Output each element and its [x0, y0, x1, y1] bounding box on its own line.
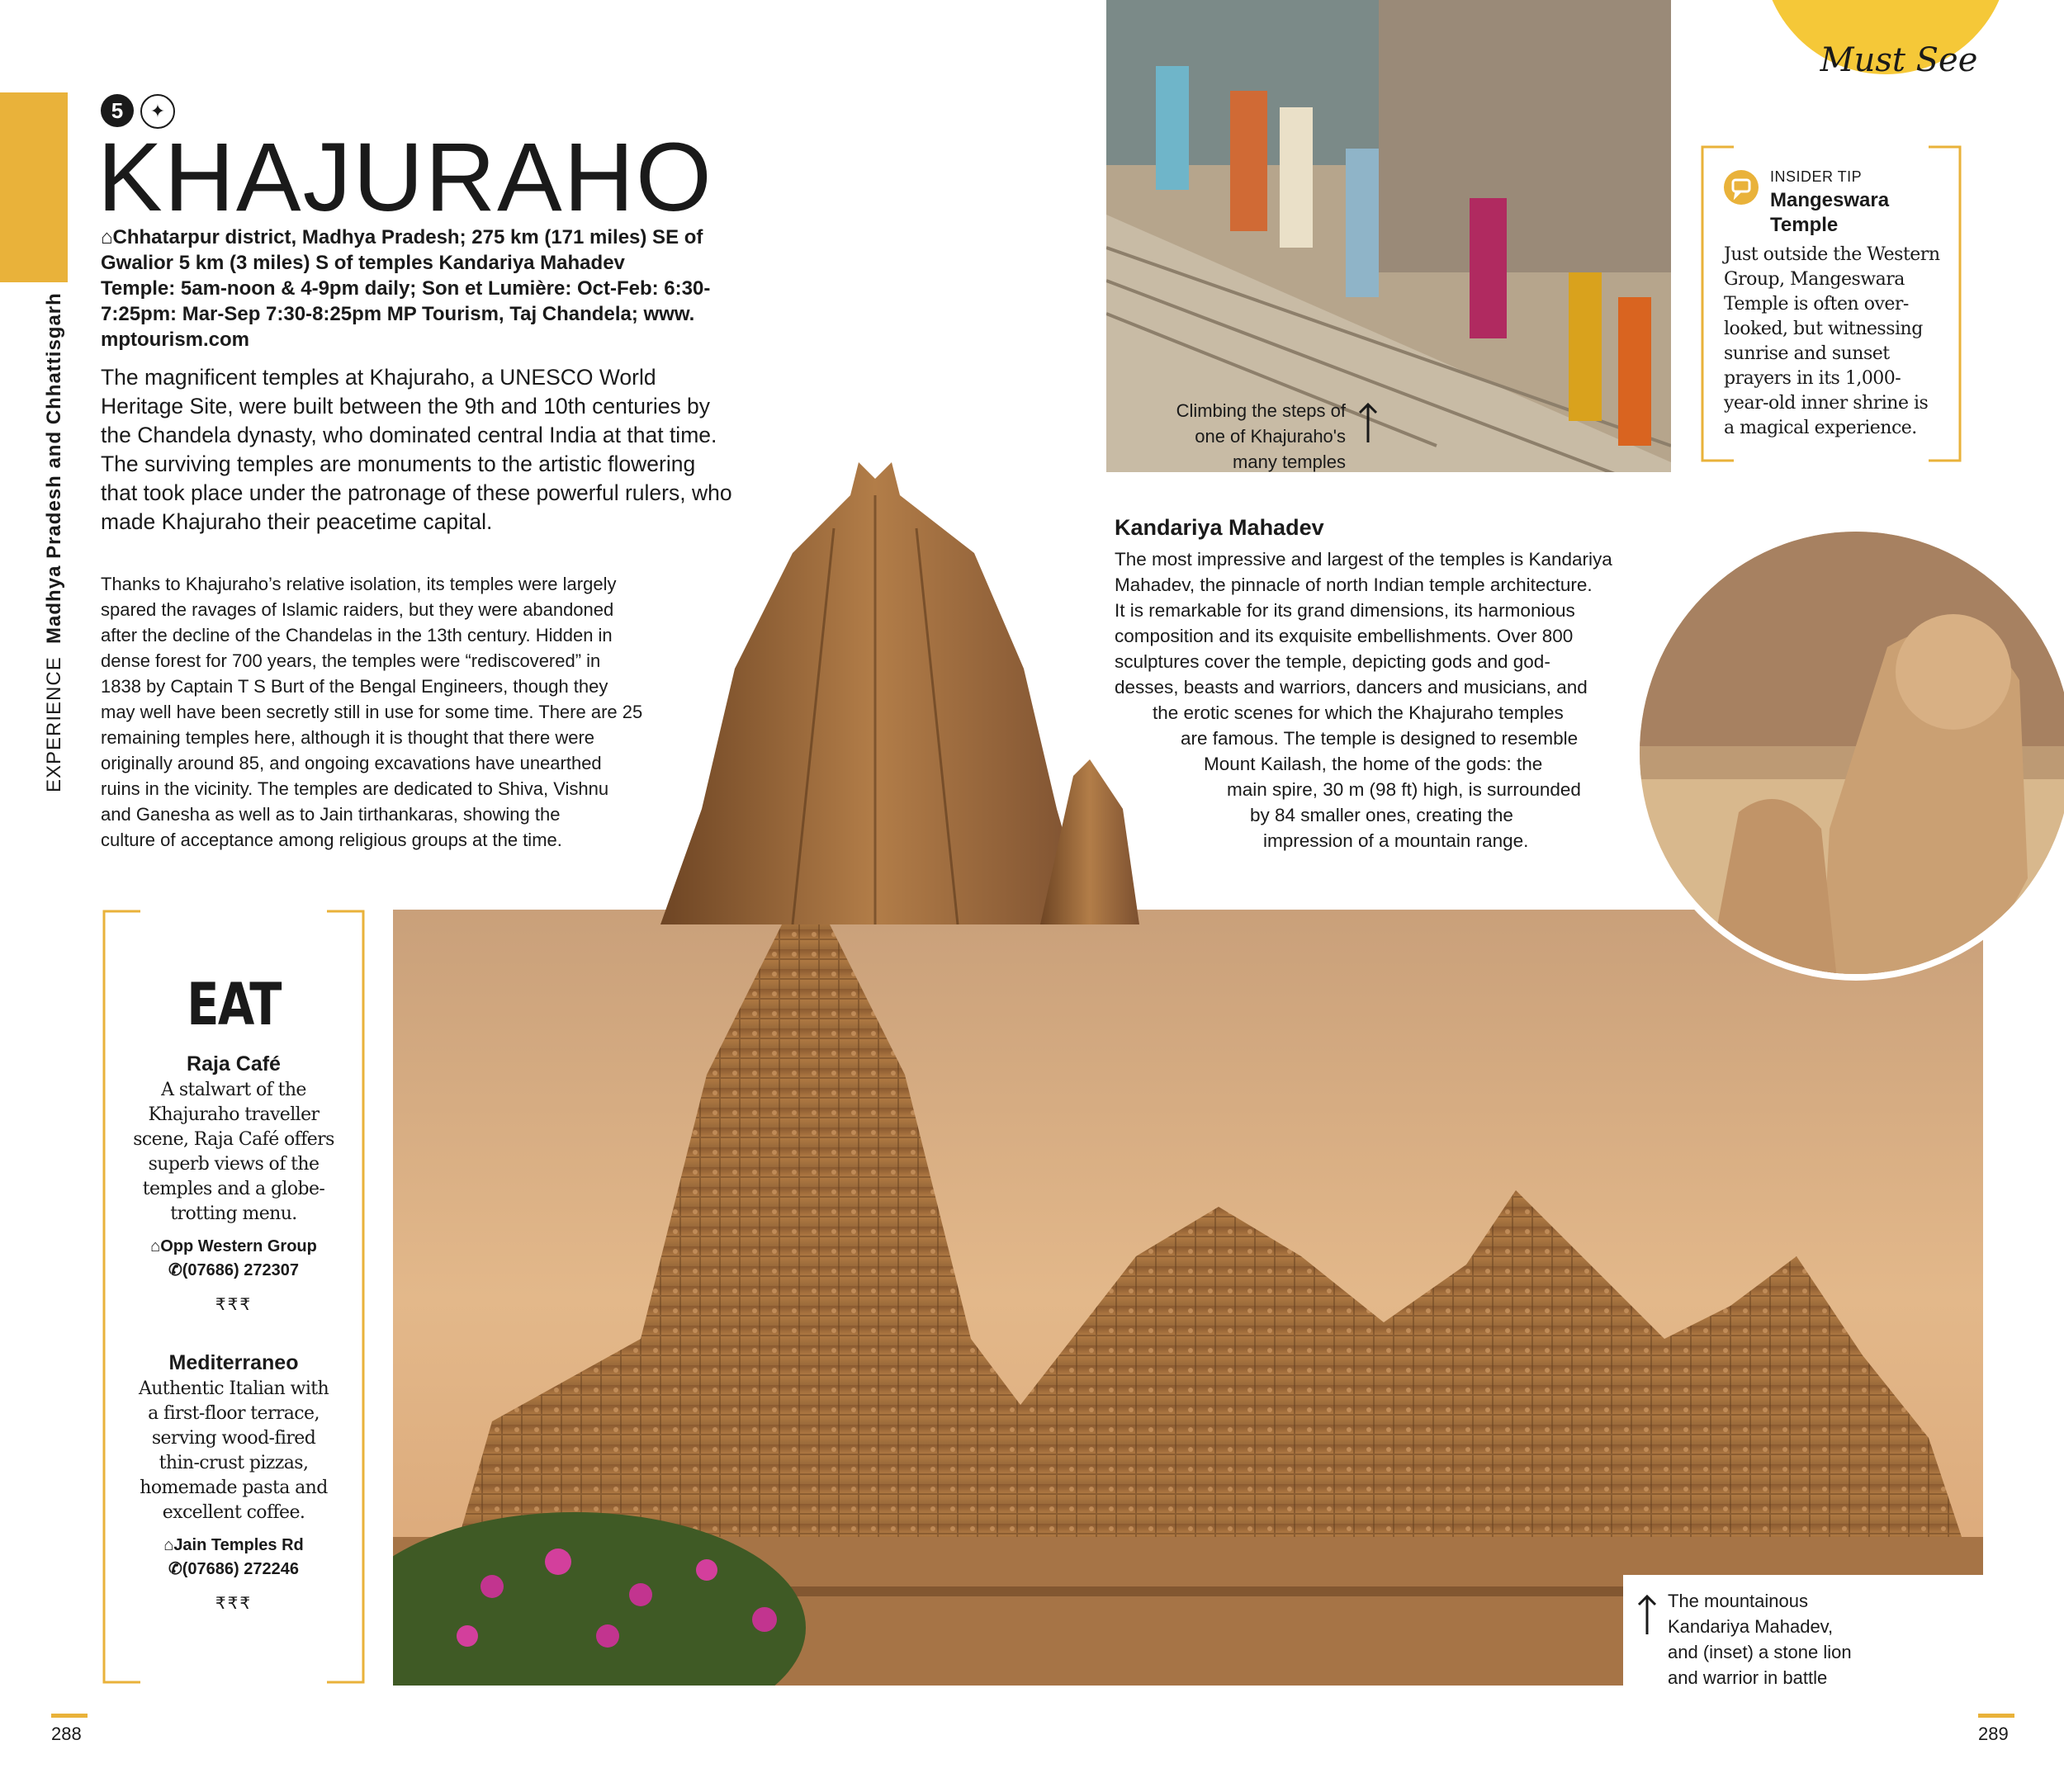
- info-line-1: Chhatarpur district, Madhya Pradesh; 275 km (171 miles) SE of: [112, 226, 703, 248]
- caption-top: [1123, 398, 1346, 475]
- address-icon: ⌂: [163, 1536, 174, 1554]
- restaurant-raja-cafe: [102, 1050, 365, 1315]
- body-line: ruins in the vicinity. The temples are dedicated to Shiva, Vishnu: [101, 778, 609, 799]
- phone-icon: ✆: [168, 1261, 182, 1279]
- kandariya-line: main spire, 30 m (98 ft) high, is surrounded: [1227, 779, 1581, 800]
- region-name: Madhya Pradesh and Chhattisgarh: [43, 292, 65, 644]
- kandariya-line: the erotic scenes for which the Khajuraho temples: [1153, 702, 1564, 723]
- body-line: may well have been secretly still in use for some time. There are 25: [101, 702, 643, 722]
- desc-line: Khajuraho traveller: [148, 1104, 320, 1125]
- restaurant-address: Opp Western Group: [160, 1237, 317, 1255]
- kandariya-line: desses, beasts and warriors, dancers and musicians, and: [1115, 677, 1588, 697]
- desc-line: thin-crust pizzas,: [159, 1453, 309, 1473]
- restaurant-meta: [102, 1534, 365, 1582]
- kandariya-line: Mount Kailash, the home of the gods: the: [1204, 754, 1543, 774]
- desc-line: superb views of the: [148, 1154, 320, 1175]
- desc-line: homemade pasta and: [140, 1478, 328, 1498]
- tip-line: Group, Mangeswara: [1724, 269, 1905, 290]
- arrow-up-icon: [1356, 401, 1380, 444]
- info-line-2: Gwalior 5 km (3 miles) S of temples Kandariya Mahadev: [101, 252, 625, 274]
- desc-line: temples and a globe-: [142, 1179, 325, 1199]
- desc-line: scene, Raja Café offers: [133, 1129, 334, 1150]
- caption-line: many temples: [1233, 452, 1346, 472]
- body-text: [101, 571, 662, 853]
- restaurant-address: Jain Temples Rd: [173, 1536, 304, 1554]
- address-icon: ⌂: [150, 1237, 161, 1255]
- restaurant-name: Mediterraneo: [168, 1351, 299, 1374]
- caption-bottom: [1668, 1588, 1882, 1690]
- tip-line: Just outside the Western: [1724, 244, 1940, 265]
- restaurant-meta: [102, 1235, 365, 1283]
- page-number-bar-right: [1978, 1714, 2014, 1718]
- page-title: KHAJURAHO: [97, 123, 713, 232]
- info-line-4: 7:25pm: Mar-Sep 7:30-8:25pm MP Tourism, Taj Chandela; www.: [101, 303, 695, 325]
- price-rating: ₹₹₹: [215, 1296, 253, 1314]
- kandariya-heading: Kandariya Mahadev: [1115, 515, 1324, 540]
- kandariya-line: The most impressive and largest of the temples is Kandariya: [1115, 549, 1612, 570]
- caption-line: The mountainous: [1668, 1591, 1808, 1611]
- speech-bubble-icon: [1724, 170, 1759, 205]
- body-line: originally around 85, and ongoing excavations have unearthed: [101, 753, 602, 773]
- section-tab: [0, 92, 68, 282]
- section-label: [43, 292, 76, 792]
- phone-icon: ✆: [168, 1560, 182, 1578]
- price-rating: ₹₹₹: [215, 1595, 253, 1613]
- page-number-bar-left: [51, 1714, 88, 1718]
- restaurant-description: [102, 1377, 365, 1525]
- body-line: 1838 by Captain T S Burt of the Bengal Engineers, though they: [101, 676, 608, 697]
- restaurant-name: Raja Café: [187, 1052, 281, 1076]
- restaurant-phone: (07686) 272246: [182, 1560, 299, 1578]
- tip-line: sunrise and sunset: [1724, 343, 1890, 364]
- caption-line: one of Khajuraho's: [1195, 426, 1346, 447]
- restaurant-mediterraneo: [102, 1349, 365, 1614]
- caption-line: and (inset) a stone lion: [1668, 1642, 1852, 1662]
- kandariya-line: It is remarkable for its grand dimensions, its harmonious: [1115, 600, 1575, 621]
- tip-line: year-old inner shrine is: [1724, 393, 1929, 414]
- kandariya-line: Mahadev, the pinnacle of north Indian temple architecture.: [1115, 574, 1593, 595]
- body-line: Thanks to Khajuraho’s relative isolation, its temples were largely: [101, 574, 617, 594]
- desc-line: serving wood-fired: [151, 1428, 316, 1449]
- practical-info: [101, 225, 736, 352]
- info-line-3: Temple: 5am-noon & 4-9pm daily; Son et Lumière: Oct-Feb: 6:30-: [101, 277, 711, 300]
- restaurant-phone: (07686) 272307: [182, 1261, 299, 1279]
- address-icon: ⌂: [101, 226, 113, 248]
- tip-line: Temple is often over-: [1724, 294, 1909, 314]
- section-name: EXPERIENCE: [43, 656, 65, 792]
- intro-paragraph: The magnificent temples at Khajuraho, a UNESCO World Heritage Site, were built between the 9th and 10th centuries by the Chandela dynasty, who dominated central India at that time. The surviving temples are monuments to the artistic flowering that took place under the patronage of these powerful rulers, who made Khajuraho their peacetime capital.: [101, 365, 732, 534]
- tip-line: looked, but witnessing: [1724, 319, 1923, 339]
- arrow-up-icon: [1635, 1593, 1659, 1636]
- body-line: spared the ravages of Islamic raiders, but they were abandoned: [101, 599, 614, 620]
- kandariya-line: are famous. The temple is designed to resemble: [1181, 728, 1579, 749]
- tip-line: prayers in its 1,000-: [1724, 368, 1901, 389]
- tip-line: a magical experience.: [1724, 418, 1917, 438]
- desc-line: excellent coffee.: [162, 1502, 305, 1523]
- kandariya-line: sculptures cover the temple, depicting gods and god-: [1115, 651, 1550, 672]
- body-line: dense forest for 700 years, the temples were “rediscovered” in: [101, 650, 601, 671]
- desc-line: A stalwart of the: [161, 1080, 306, 1100]
- kandariya-line: by 84 smaller ones, creating the: [1250, 805, 1513, 825]
- stone-lion-inset-photo: [1633, 525, 2064, 981]
- body-line: culture of acceptance among religious groups at the time.: [101, 830, 562, 850]
- insider-tip-label: INSIDER TIP: [1770, 168, 1863, 185]
- body-line: and Ganesha as well as to Jain tirthankaras, showing the: [101, 804, 561, 825]
- body-line: after the decline of the Chandelas in the 13th century. Hidden in: [101, 625, 613, 645]
- temple-photo: [393, 910, 1983, 1686]
- restaurant-description: [102, 1078, 365, 1227]
- kandariya-line: impression of a mountain range.: [1263, 830, 1529, 851]
- entry-number-badge: 5: [101, 94, 134, 127]
- page-number-right: 289: [1978, 1723, 2009, 1744]
- caption-line: and warrior in battle: [1668, 1667, 1828, 1688]
- must-see-label: Must See: [1820, 41, 1978, 79]
- body-line: remaining temples here, although it is thought that there were: [101, 727, 595, 748]
- caption-line: Climbing the steps of: [1176, 400, 1346, 421]
- page-number-left: 288: [51, 1723, 82, 1744]
- desc-line: a first-floor terrace,: [148, 1403, 320, 1424]
- kandariya-body: [1115, 546, 1659, 853]
- unesco-icon: ✦: [140, 94, 175, 129]
- info-line-5: mptourism.com: [101, 329, 250, 351]
- caption-line: Kandariya Mahadev,: [1668, 1616, 1834, 1637]
- insider-tip-title: Mangeswara Temple: [1770, 189, 1890, 236]
- eat-heading: EAT: [187, 971, 281, 1038]
- insider-tip-body: [1724, 243, 1947, 441]
- desc-line: trotting menu.: [170, 1203, 297, 1224]
- desc-line: Authentic Italian with: [138, 1378, 329, 1399]
- kandariya-line: composition and its exquisite embellishments. Over 800: [1115, 626, 1574, 646]
